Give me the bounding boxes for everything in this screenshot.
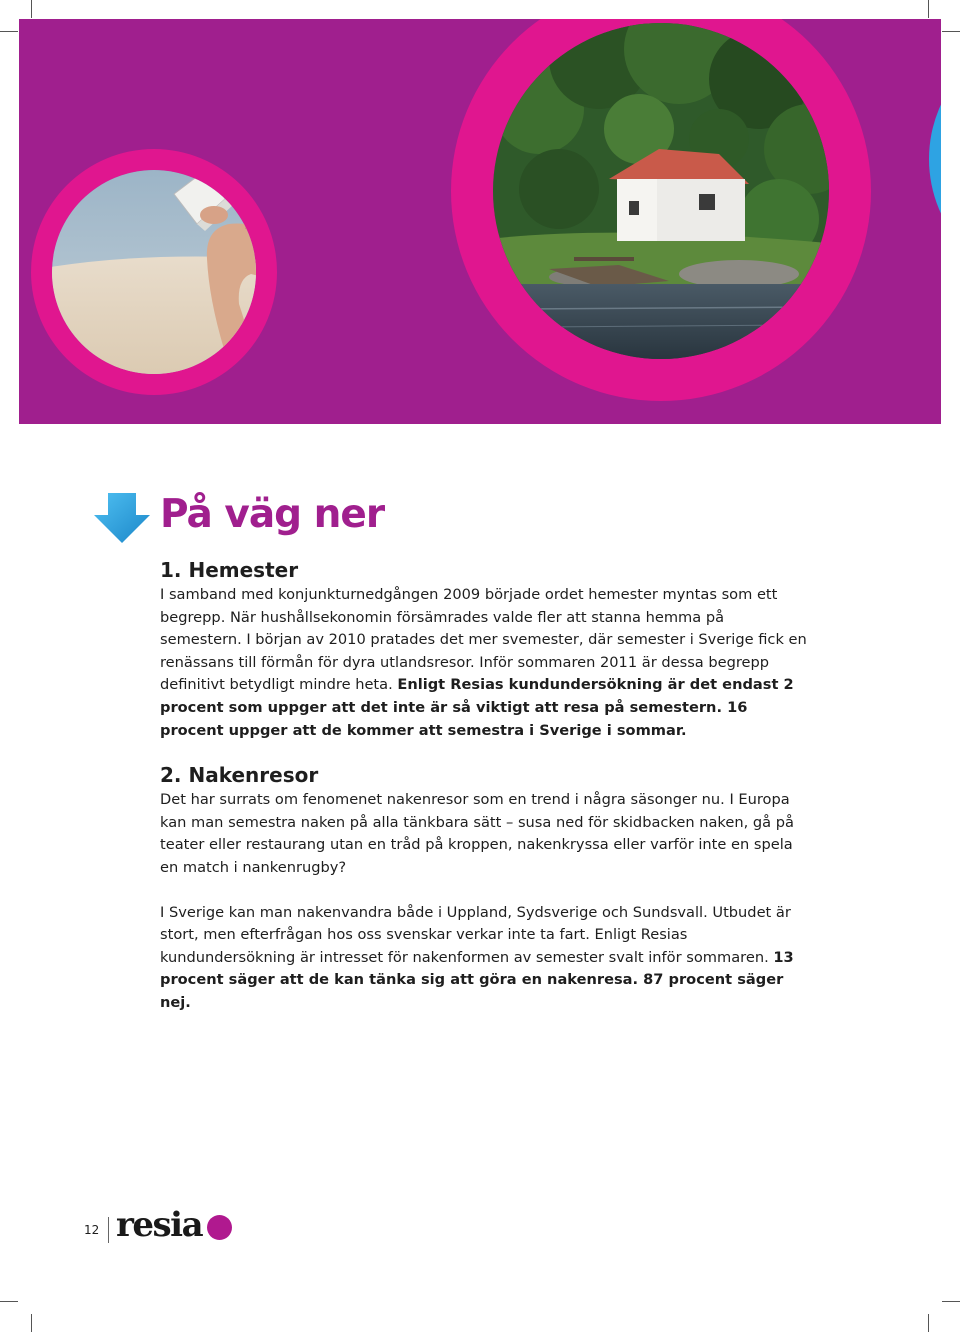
section-paragraph-hemester xyxy=(160,584,810,742)
crop-mark xyxy=(0,31,18,32)
crop-mark xyxy=(942,1301,960,1302)
section-paragraph-nakenresor-2 xyxy=(160,902,810,1015)
section-heading-nakenresor: 2. Nakenresor xyxy=(160,763,319,788)
paragraph-regular-text: I Sverige kan man nakenvandra både i Uppland, Sydsverige och Sundsvall. Utbudet är stort, men efterfrågan hos oss svenskar verkar inte ta fart. Enligt Resias kundundersökning är intresset för nakenformen av semester svalt inför sommaren. xyxy=(160,903,791,966)
logo-dot-icon xyxy=(207,1215,232,1240)
page-title: På väg ner xyxy=(160,492,385,537)
crop-mark xyxy=(31,1314,32,1332)
crop-mark xyxy=(928,1314,929,1332)
crop-mark xyxy=(0,1301,18,1302)
header-banner xyxy=(19,19,941,424)
footer-divider xyxy=(108,1217,109,1243)
banner-artwork xyxy=(19,19,941,424)
arrow-down-icon xyxy=(94,493,150,545)
logo-wordmark: resia xyxy=(116,1205,203,1245)
crop-mark xyxy=(928,0,929,18)
section-paragraph-nakenresor-1: Det har surrats om fenomenet nakenresor som en trend i några säsonger nu. I Europa kan man semestra naken på alla tänkbara sätt – susa ned för skidbacken naken, gå på teater eller restaurang utan en tråd på kroppen, nakenkryssa eller varför inte en spela en match i nankenrugby? xyxy=(160,791,794,876)
paragraph-bold-text: Enligt Resias kundundersökning är det endast 2 procent som uppger att det inte är så viktigt att resa på semestern. 16 procent uppger att de kommer att semestra i Sverige i sommar. xyxy=(160,676,794,739)
paragraph-bold-text: 13 procent säger att de kan tänka sig att göra en nakenresa. 87 procent säger nej. xyxy=(160,948,794,1011)
section-heading-hemester: 1. Hemester xyxy=(160,558,299,582)
blue-ring xyxy=(929,29,941,289)
page-number: 12 xyxy=(84,1223,100,1237)
crop-mark xyxy=(942,31,960,32)
article-body xyxy=(160,556,810,1015)
paragraph-regular-text: I samband med konjunkturnedgången 2009 började ordet hemester myntas som ett begrepp. När hushållsekonomin försämrades valde fler att stanna hemma på semestern. I början av 2010 pratades det mer svemester, där semester i Sverige fick en renässans till förmån för dyra utlandsresor. Inför sommaren 2011 är dessa begrepp definitivt betydligt mindre heta. xyxy=(160,586,807,694)
resia-logo xyxy=(116,1205,232,1245)
crop-mark xyxy=(31,0,32,18)
